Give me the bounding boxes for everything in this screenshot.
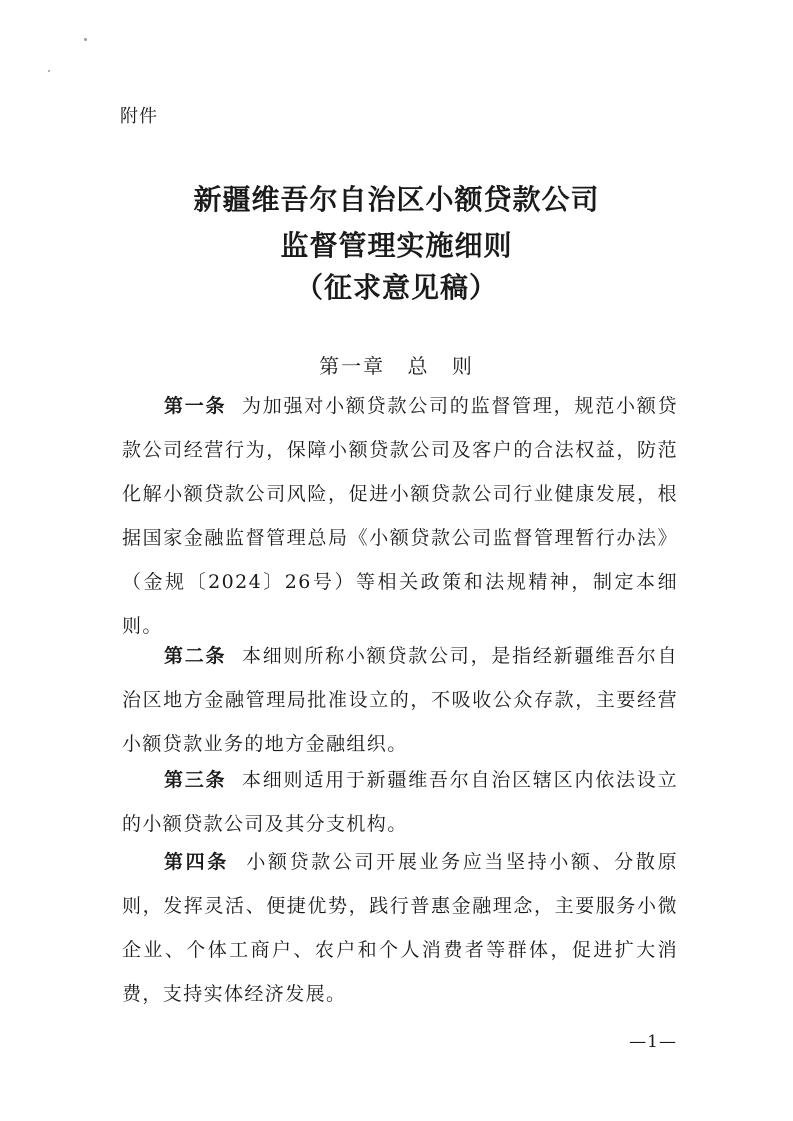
article-3 [122,758,678,846]
document-title-line-2: 监督管理实施细则 [280,229,513,262]
article-3-label: 第三条 [164,769,227,791]
article-1-label: 第一条 [164,395,227,417]
document-title-line-3: （征求意见稿） [294,271,498,304]
page-number: —1— [629,1032,677,1052]
article-spacer [226,645,242,667]
attachment-label: 附件 [120,106,158,127]
scan-speck [48,70,50,72]
scan-speck [84,38,87,41]
article-spacer [226,769,242,791]
article-2-label: 第二条 [164,645,227,667]
article-3-text: 本细则适用于新疆维吾尔自治区辖区内依法设立的小额贷款公司及其分支机构。 [122,769,678,835]
article-1 [122,384,678,648]
article-2 [122,634,678,766]
article-spacer [229,851,246,873]
article-4-text: 小额贷款公司开展业务应当坚持小额、分散原则，发挥灵活、便捷优势，践行普惠金融理念，主要服务小微企业、个体工商户、农户和个人消费者等群体，促进扩大消费，支持实体经济发展。 [122,851,678,1005]
article-2-text: 本细则所称小额贷款公司，是指经新疆维吾尔自治区地方金融管理局批准设立的，不吸收公众存款，主要经营小额贷款业务的地方金融组织。 [122,645,678,755]
document-title-line-1: 新疆维吾尔自治区小额贷款公司 [193,183,600,216]
article-4-label: 第四条 [164,851,229,873]
chapter-heading: 第一章 总 则 [319,354,474,378]
article-spacer [226,395,242,417]
article-4 [122,840,678,1016]
article-1-text: 为加强对小额贷款公司的监督管理，规范小额贷款公司经营行为，保障小额贷款公司及客户的合法权益，防范化解小额贷款公司风险，促进小额贷款公司行业健康发展，根据国家金融监督管理总局《小额贷款公司监督管理暂行办法》（金规〔2024〕26号）等相关政策和法规精神，制定本细则。 [122,395,678,637]
